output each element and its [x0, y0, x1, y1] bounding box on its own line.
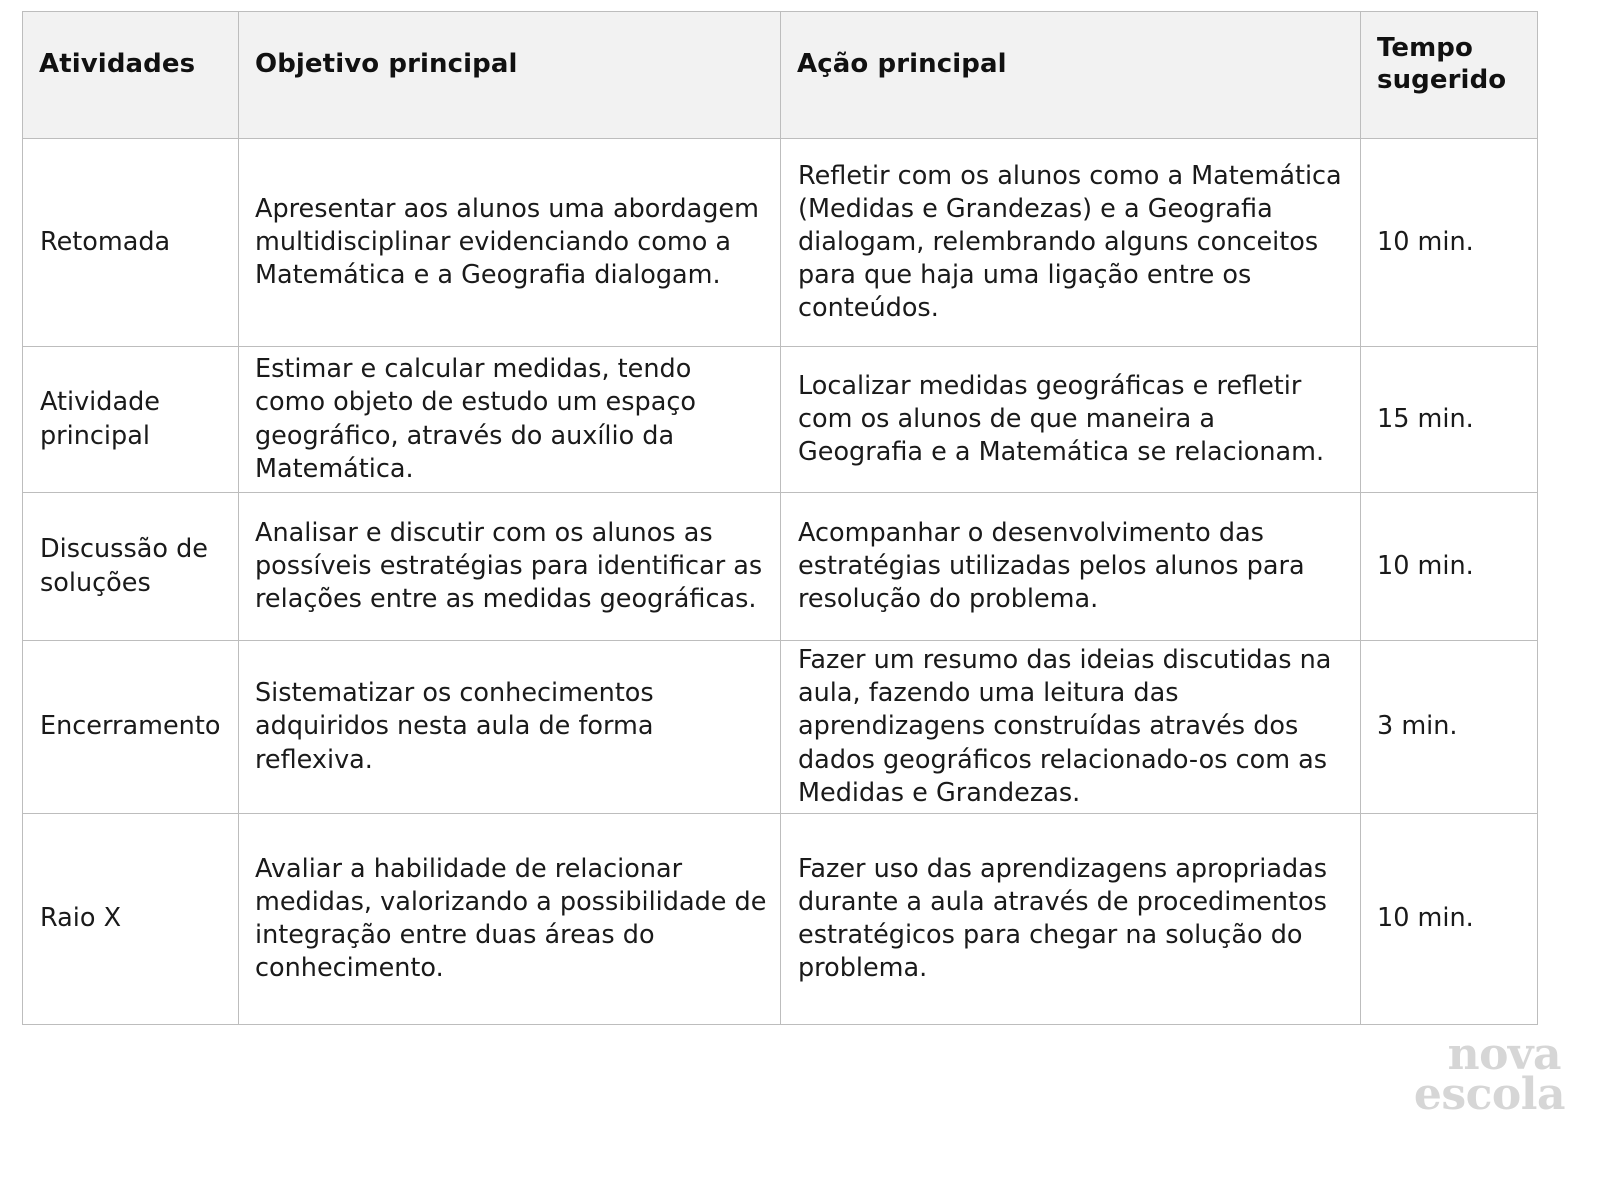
activity-table: [22, 11, 1538, 1025]
cell-acao: Localizar medidas geográficas e refletir com os alunos de que maneira a Geografia e a Matemática se relacionam.: [781, 347, 1361, 493]
cell-acao: Fazer um resumo das ideias discutidas na aula, fazendo uma leitura das aprendizagens construídas através dos dados geográficos relacionado-os com as Medidas e Grandezas.: [781, 641, 1361, 814]
column-header-atividades-label: Atividades: [39, 49, 196, 80]
column-header-tempo: [1361, 12, 1538, 139]
table-row: [23, 493, 1538, 641]
cell-tempo: 10 min.: [1361, 814, 1538, 1025]
cell-tempo: 15 min.: [1361, 347, 1538, 493]
column-header-objetivo: [239, 12, 781, 139]
column-header-atividades: [23, 12, 239, 139]
cell-atividade: Raio X: [23, 814, 239, 1025]
cell-tempo: 3 min.: [1361, 641, 1538, 814]
table-row: [23, 641, 1538, 814]
cell-objetivo: Sistematizar os conhecimentos adquiridos nesta aula de forma reflexiva.: [239, 641, 781, 814]
logo-line-nova: nova: [1447, 1029, 1561, 1080]
column-header-tempo-line1: Tempo: [1377, 33, 1473, 64]
cell-atividade: Retomada: [23, 139, 239, 347]
cell-tempo: 10 min.: [1361, 493, 1538, 641]
cell-acao: Fazer uso das aprendizagens apropriadas durante a aula através de procedimentos estratégicos para chegar na solução do problema.: [781, 814, 1361, 1025]
cell-acao: Acompanhar o desenvolvimento das estratégias utilizadas pelos alunos para resolução do problema.: [781, 493, 1361, 641]
column-header-objetivo-label: Objetivo principal: [255, 49, 518, 80]
cell-acao: Refletir com os alunos como a Matemática (Medidas e Grandezas) e a Geografia dialogam, relembrando alguns conceitos para que haja uma ligação entre os conteúdos.: [781, 139, 1361, 347]
cell-objetivo: Avaliar a habilidade de relacionar medidas, valorizando a possibilidade de integração entre duas áreas do conhecimento.: [239, 814, 781, 1025]
cell-objetivo: Estimar e calcular medidas, tendo como objeto de estudo um espaço geográfico, através do auxílio da Matemática.: [239, 347, 781, 493]
cell-objetivo: Analisar e discutir com os alunos as possíveis estratégias para identificar as relações entre as medidas geográficas.: [239, 493, 781, 641]
table-body: [23, 139, 1538, 1025]
cell-atividade: Atividade principal: [23, 347, 239, 493]
column-header-acao-label: Ação principal: [797, 49, 1007, 80]
cell-atividade: Encerramento: [23, 641, 239, 814]
column-header-tempo-line2: sugerido: [1377, 65, 1507, 95]
logo-line-escola: escola: [1413, 1069, 1565, 1121]
table-header-row: [23, 12, 1538, 139]
cell-atividade: Discussão de soluções: [23, 493, 239, 641]
table-header: [23, 12, 1538, 139]
nova-escola-logo: [1345, 1029, 1565, 1121]
activity-table-container: [22, 11, 1537, 1025]
table-row: [23, 814, 1538, 1025]
column-header-acao: [781, 12, 1361, 139]
table-row: [23, 139, 1538, 347]
cell-objetivo: Apresentar aos alunos uma abordagem multidisciplinar evidenciando como a Matemática e a Geografia dialogam.: [239, 139, 781, 347]
cell-tempo: 10 min.: [1361, 139, 1538, 347]
table-row: [23, 347, 1538, 493]
column-header-tempo-label: [1377, 33, 1521, 96]
